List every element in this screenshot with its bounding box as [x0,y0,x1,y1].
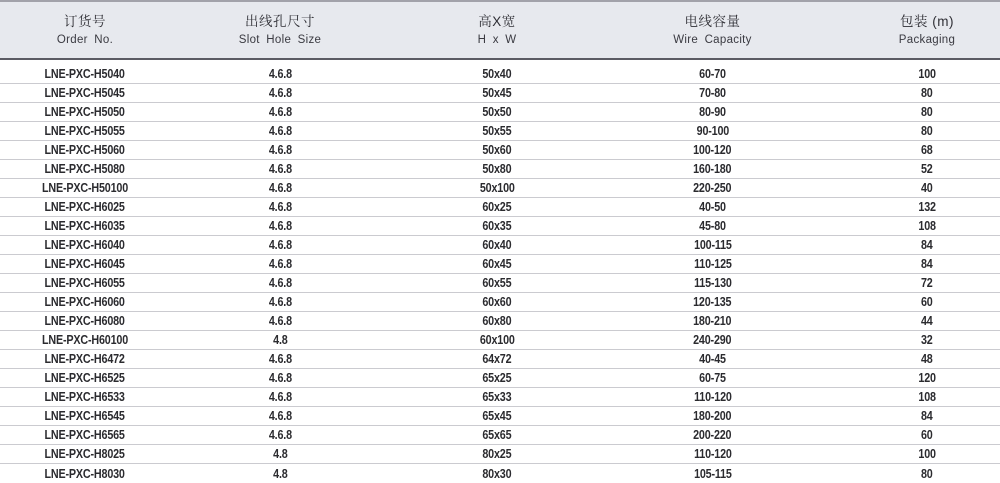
table-cell: 80 [816,122,1000,141]
table-row [0,369,1000,388]
table-row [0,59,1000,84]
table-cell: 84 [816,255,1000,274]
table-cell: 60x55 [385,274,600,293]
table-row [0,141,1000,160]
table-cell: 4.6.8 [175,388,385,407]
table-cell: 160-180 [600,160,816,179]
table-cell: LNE-PXC-H6533 [0,388,175,407]
table-cell: 60x45 [385,255,600,274]
table-cell: 4.6.8 [175,274,385,293]
table-cell: LNE-PXC-H6525 [0,369,175,388]
column-header-wire-capacity-zh: 电线容量 [684,13,741,29]
table-cell: LNE-PXC-H6060 [0,293,175,312]
column-header-slot-hole-size-en: Slot Hole Size [238,34,322,47]
table-cell: 110-125 [600,255,816,274]
table-cell: 180-200 [600,407,816,426]
table-cell: 50x100 [385,179,600,198]
column-header-packaging-zh: 包装 (m) [900,13,954,29]
column-header-h-x-w-en: H x W [477,34,517,47]
table-row [0,426,1000,445]
column-header-h-x-w-zh: 高X宽 [478,13,516,29]
column-header-slot-hole-size [175,1,385,59]
table-cell: 4.6.8 [175,179,385,198]
table-cell: 80-90 [600,103,816,122]
table-cell: 60x40 [385,236,600,255]
table-cell: 110-120 [600,445,816,464]
table-row [0,122,1000,141]
table-cell: 100 [816,59,1000,84]
table-row [0,407,1000,426]
table-cell: 4.6.8 [175,141,385,160]
column-header-packaging [816,1,1000,59]
table-row [0,217,1000,236]
table-cell: 70-80 [600,84,816,103]
table-row [0,179,1000,198]
column-header-order-no-en: Order No. [56,34,114,47]
table-cell: 84 [816,407,1000,426]
table-cell: 4.6.8 [175,426,385,445]
table-cell: LNE-PXC-H6025 [0,198,175,217]
table-cell: 4.6.8 [175,369,385,388]
table-cell: 4.6.8 [175,236,385,255]
table-row [0,293,1000,312]
table-cell: 108 [816,388,1000,407]
table-cell: 100-115 [600,236,816,255]
table-row [0,388,1000,407]
table-cell: LNE-PXC-H8030 [0,464,175,483]
table-row [0,350,1000,369]
table-cell: LNE-PXC-H6055 [0,274,175,293]
table-cell: LNE-PXC-H5050 [0,103,175,122]
table-row [0,236,1000,255]
table-cell: 4.6.8 [175,103,385,122]
table-cell: 4.6.8 [175,160,385,179]
column-header-wire-capacity [600,1,816,59]
table-cell: 200-220 [600,426,816,445]
table-cell: LNE-PXC-H5045 [0,84,175,103]
column-header-order-no-zh: 订货号 [64,13,106,29]
table-cell: 50x60 [385,141,600,160]
table-cell: 60-75 [600,369,816,388]
column-header-h-x-w [385,1,600,59]
table-cell: 52 [816,160,1000,179]
table-cell: 40-50 [600,198,816,217]
table-cell: 100-120 [600,141,816,160]
table-cell: 60x100 [385,331,600,350]
table-cell: 132 [816,198,1000,217]
table-row [0,255,1000,274]
table-cell: 50x55 [385,122,600,141]
table-cell: 48 [816,350,1000,369]
table-cell: 80x25 [385,445,600,464]
table-cell: 108 [816,217,1000,236]
table-cell: 120 [816,369,1000,388]
table-cell: 65x25 [385,369,600,388]
column-header-wire-capacity-en: Wire Capacity [673,34,752,47]
table-cell: LNE-PXC-H5080 [0,160,175,179]
table-cell: 4.6.8 [175,350,385,369]
table-cell: 32 [816,331,1000,350]
table-cell: LNE-PXC-H6080 [0,312,175,331]
table-cell: 60 [816,293,1000,312]
table-cell: 4.6.8 [175,217,385,236]
table-cell: 60 [816,426,1000,445]
table-cell: 4.6.8 [175,59,385,84]
table-cell: 4.6.8 [175,407,385,426]
table-cell: 4.6.8 [175,84,385,103]
table-cell: 44 [816,312,1000,331]
table-cell: 4.6.8 [175,255,385,274]
table-cell: 4.6.8 [175,122,385,141]
table-cell: LNE-PXC-H8025 [0,445,175,464]
table-header [0,1,1000,59]
table-cell: LNE-PXC-H6035 [0,217,175,236]
column-header-packaging-en: Packaging [898,34,956,47]
table-cell: 4.8 [175,331,385,350]
table-row [0,84,1000,103]
table-cell: LNE-PXC-H60100 [0,331,175,350]
table-cell: 80 [816,84,1000,103]
table-cell: 4.8 [175,464,385,483]
table-cell: 60x25 [385,198,600,217]
table-cell: 4.8 [175,445,385,464]
table-cell: 4.6.8 [175,312,385,331]
table-cell: 60-70 [600,59,816,84]
table-cell: LNE-PXC-H6040 [0,236,175,255]
table-cell: 72 [816,274,1000,293]
column-header-order-no [0,1,175,59]
table-cell: 120-135 [600,293,816,312]
table-cell: 40 [816,179,1000,198]
table-cell: LNE-PXC-H5040 [0,59,175,84]
table-cell: 50x45 [385,84,600,103]
column-header-slot-hole-size-zh: 出线孔尺寸 [245,13,315,29]
table-cell: 115-130 [600,274,816,293]
table-cell: 60x35 [385,217,600,236]
header-row [0,1,1000,59]
table-cell: 68 [816,141,1000,160]
table-cell: 90-100 [600,122,816,141]
table-cell: 50x50 [385,103,600,122]
table-cell: 65x65 [385,426,600,445]
table-cell: 60x80 [385,312,600,331]
table-cell: 4.6.8 [175,198,385,217]
table-cell: 105-115 [600,464,816,483]
table-row [0,160,1000,179]
table-cell: LNE-PXC-H6545 [0,407,175,426]
table-cell: LNE-PXC-H5055 [0,122,175,141]
table-cell: 220-250 [600,179,816,198]
table-cell: 84 [816,236,1000,255]
table-cell: LNE-PXC-H6045 [0,255,175,274]
table-cell: 80x30 [385,464,600,483]
table-row [0,312,1000,331]
table-cell: 65x45 [385,407,600,426]
table-cell: LNE-PXC-H6565 [0,426,175,445]
table-cell: 100 [816,445,1000,464]
table-cell: LNE-PXC-H50100 [0,179,175,198]
table-cell: 80 [816,464,1000,483]
table-cell: 4.6.8 [175,293,385,312]
table-row [0,198,1000,217]
table-cell: 64x72 [385,350,600,369]
table-cell: 180-210 [600,312,816,331]
table-row [0,445,1000,464]
table-cell: LNE-PXC-H6472 [0,350,175,369]
table-cell: 50x80 [385,160,600,179]
table-cell: 40-45 [600,350,816,369]
table-cell: 60x60 [385,293,600,312]
table-row [0,103,1000,122]
table-cell: 45-80 [600,217,816,236]
table-row [0,274,1000,293]
table-body [0,59,1000,483]
table-row [0,331,1000,350]
table-row [0,464,1000,483]
table-cell: 240-290 [600,331,816,350]
table-cell: 110-120 [600,388,816,407]
table-cell: 80 [816,103,1000,122]
table-cell: LNE-PXC-H5060 [0,141,175,160]
table-cell: 65x33 [385,388,600,407]
table-cell: 50x40 [385,59,600,84]
